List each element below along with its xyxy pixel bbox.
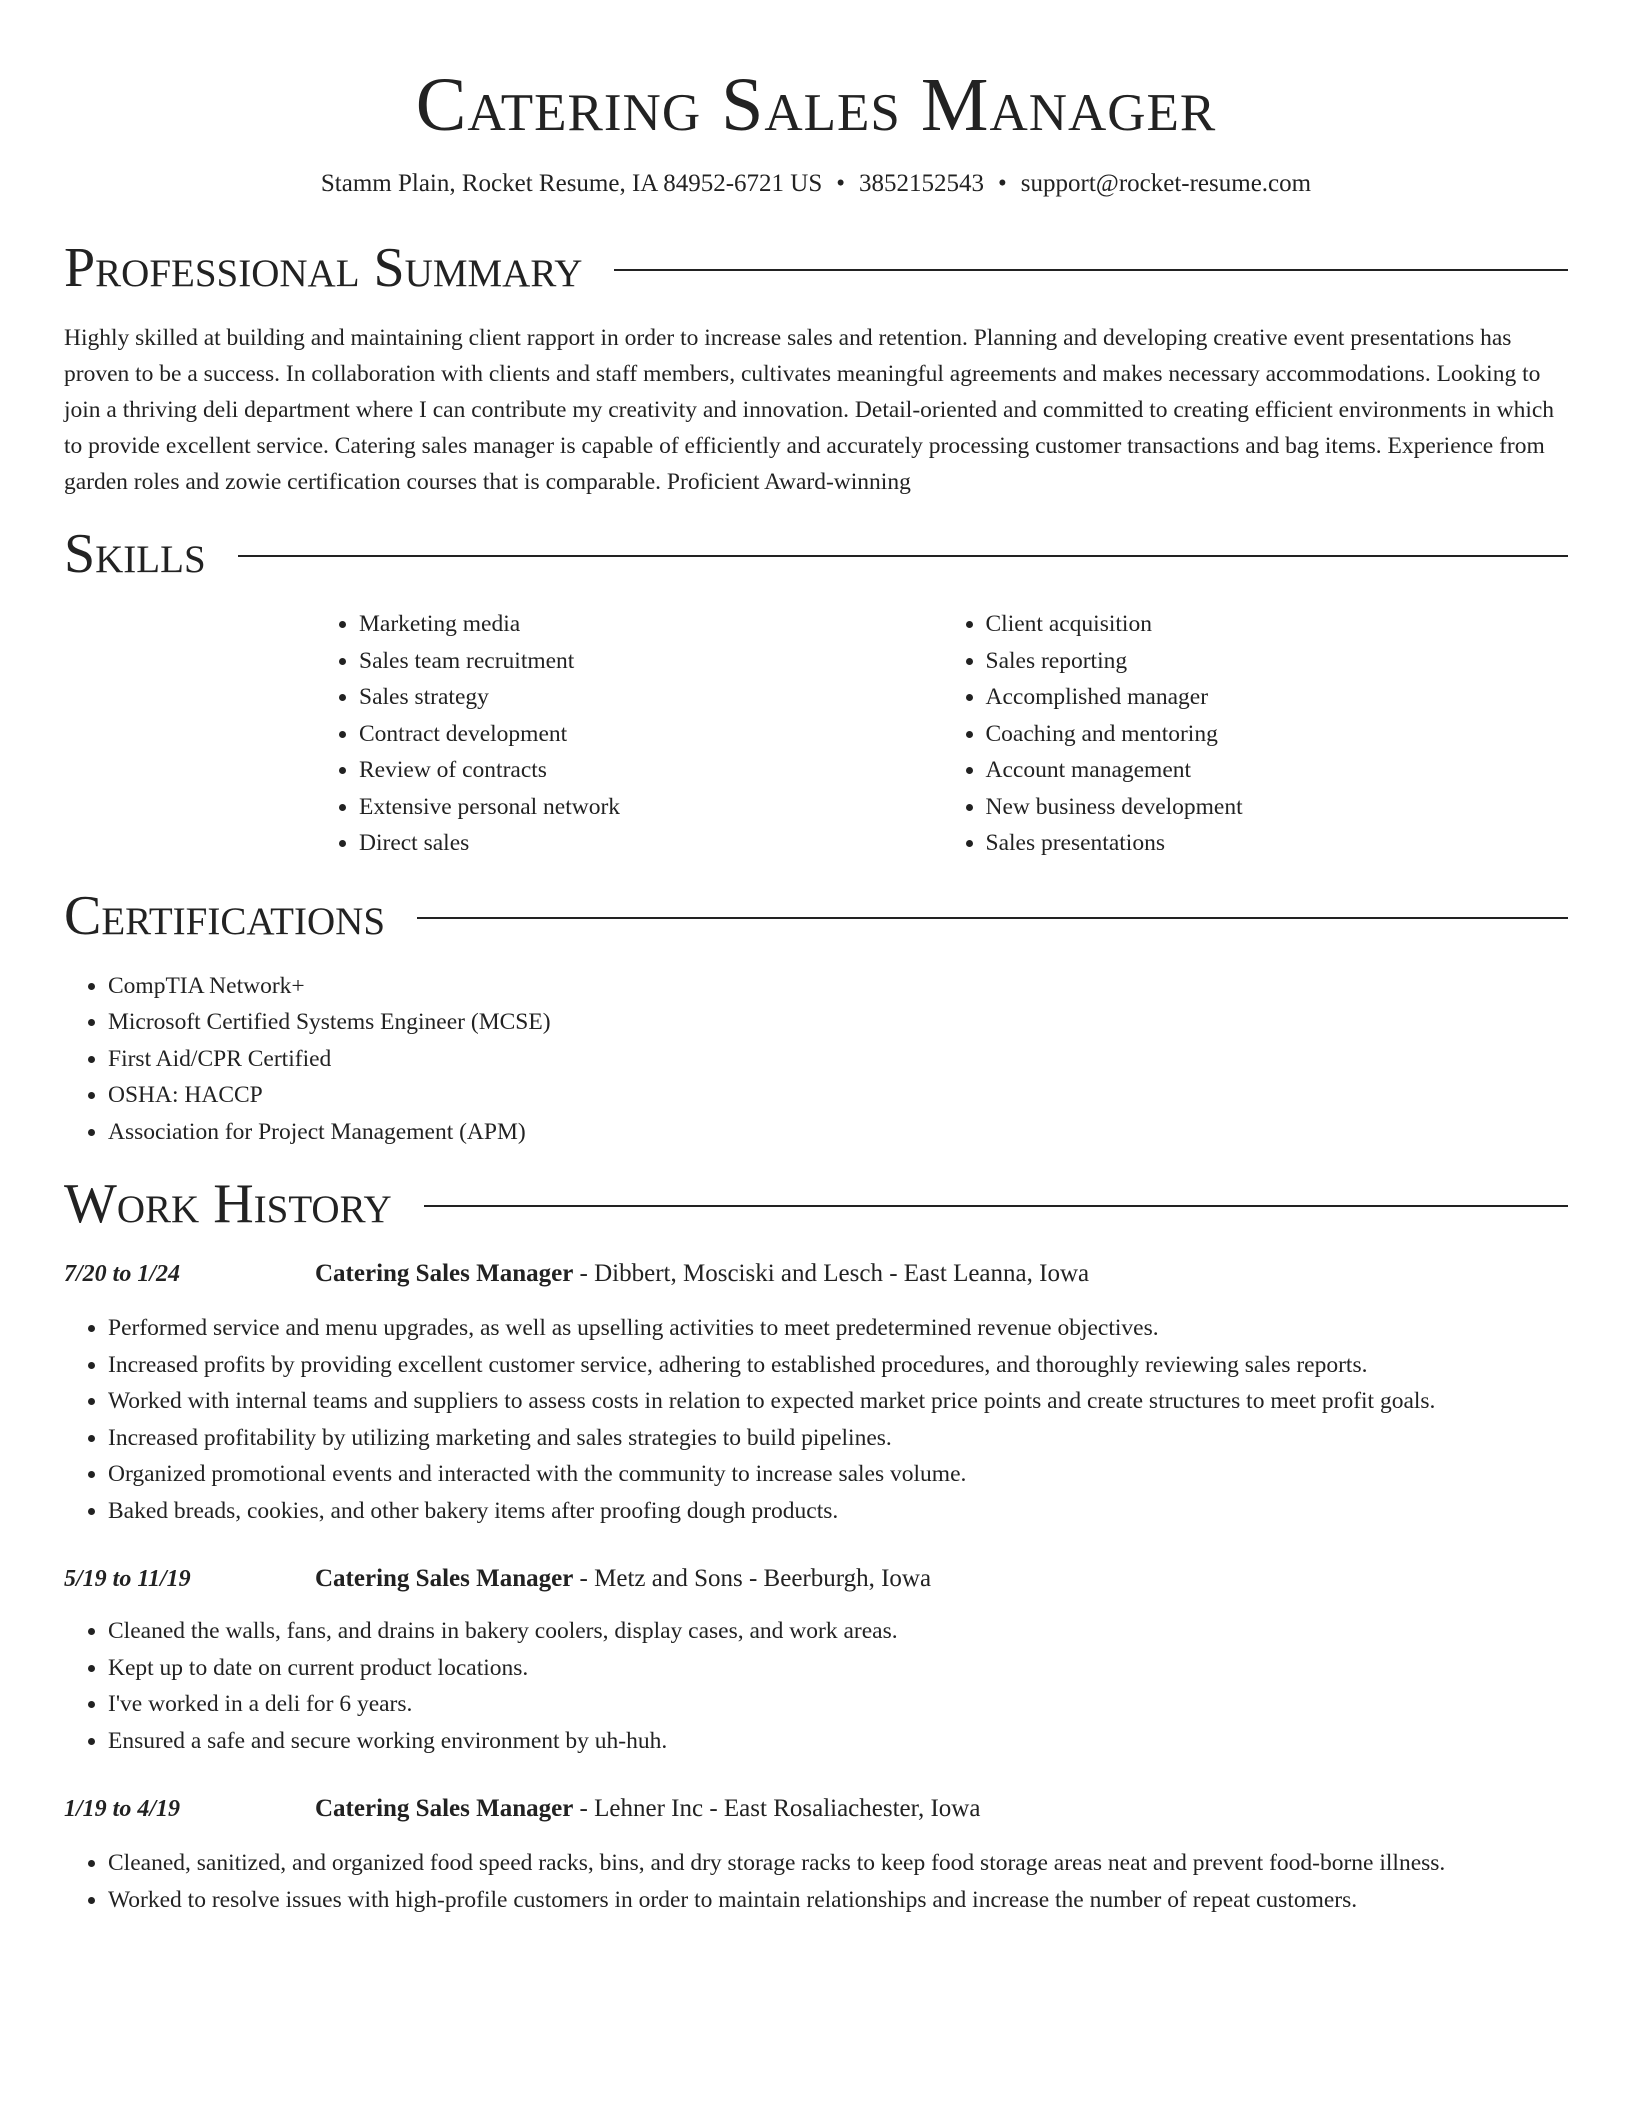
skill-item: • Sales reporting: [986, 643, 1569, 680]
job-bullet: • Performed service and menu upgrades, as well as upselling activities to meet predetermined revenue objectives.: [108, 1310, 1568, 1347]
job-title-line: [315, 1791, 980, 1827]
contact-phone: 3852152543: [859, 170, 985, 197]
skills-list-right: [942, 606, 1569, 862]
skill-item: • Coaching and mentoring: [986, 716, 1569, 753]
skills-list-left: [315, 606, 942, 862]
section-divider: [614, 269, 1568, 271]
job-title: Catering Sales Manager: [315, 1565, 574, 1592]
job-bullet: • Cleaned the walls, fans, and drains in bakery coolers, display cases, and work areas.: [108, 1613, 1568, 1650]
job-bullet: • Ensured a safe and secure working environment by uh-huh.: [108, 1723, 1568, 1760]
job-bullet: • Organized promotional events and interacted with the community to increase sales volume.: [108, 1456, 1568, 1493]
contact-separator: •: [836, 170, 846, 197]
job-bullet: • Kept up to date on current product locations.: [108, 1650, 1568, 1687]
job-employer: - Dibbert, Mosciski and Lesch - East Leanna, Iowa: [573, 1260, 1090, 1287]
skill-item: • New business development: [986, 789, 1569, 826]
job-title-line: [315, 1561, 931, 1597]
job-entry: [64, 1256, 1568, 1529]
work-section-heading: [64, 1172, 1568, 1236]
skill-item: • Marketing media: [359, 606, 942, 643]
job-bullets: [64, 1845, 1568, 1918]
skill-item: • Sales team recruitment: [359, 643, 942, 680]
job-title-line: [315, 1256, 1089, 1292]
certifications-section-heading: [64, 884, 1568, 948]
job-bullet: • Worked with internal teams and suppliers to assess costs in relation to expected market price points and create structures to meet profit goals.: [108, 1383, 1568, 1420]
skill-item: • Sales strategy: [359, 679, 942, 716]
certifications-heading: Certifications: [64, 884, 386, 947]
job-dates: 5/19 to 11/19: [64, 1566, 191, 1592]
summary-text: Highly skilled at building and maintaining client rapport in order to increase sales and retention. Planning and developing creative event presentations has proven to be a success. In collaboration with clients and staff members, cultivates meaningful agreements and makes necessary accommodations. Looking to join a thriving deli department where I can contribute my creativity and innovation. Detail-oriented and committed to creating efficient environments in which to provide excellent service. Catering sales manager is capable of efficiently and accurately processing customer transactions and bag items. Experience from garden roles and zowie certification courses that is comparable. Proficient Award-winning: [64, 325, 1555, 495]
skill-item: • Direct sales: [359, 825, 942, 862]
certification-item: • Microsoft Certified Systems Engineer (MCSE): [108, 1004, 1568, 1041]
job-bullet: • Cleaned, sanitized, and organized food speed racks, bins, and dry storage racks to keep food storage areas neat and prevent food-borne illness.: [108, 1845, 1568, 1882]
job-header: [64, 1256, 1568, 1292]
contact-email: support@rocket-resume.com: [1020, 170, 1312, 197]
skills-heading: Skills: [64, 523, 206, 585]
section-divider: [238, 555, 1568, 557]
job-bullets: [64, 1613, 1568, 1759]
contact-line: [64, 168, 1568, 200]
certification-item: • First Aid/CPR Certified: [108, 1041, 1568, 1078]
job-employer: - Metz and Sons - Beerburgh, Iowa: [573, 1565, 932, 1592]
certifications-list: [64, 968, 1568, 1151]
skill-item: • Accomplished manager: [986, 679, 1569, 716]
job-title: Catering Sales Manager: [315, 1795, 574, 1822]
certification-item: • OSHA: HACCP: [108, 1077, 1568, 1114]
summary-heading: Professional Summary: [64, 237, 583, 299]
skill-item: • Review of contracts: [359, 752, 942, 789]
job-bullet: • Worked to resolve issues with high-profile customers in order to maintain relationships and increase the number of repeat customers.: [108, 1882, 1568, 1919]
job-header: [64, 1791, 1568, 1827]
section-divider: [424, 1205, 1568, 1207]
job-bullet: • Increased profitability by utilizing marketing and sales strategies to build pipelines.: [108, 1420, 1568, 1457]
skill-item: • Contract development: [359, 716, 942, 753]
certification-item: • Association for Project Management (APM): [108, 1114, 1568, 1151]
job-bullet: • Baked breads, cookies, and other bakery items after proofing dough products.: [108, 1493, 1568, 1530]
job-bullet: • I've worked in a deli for 6 years.: [108, 1686, 1568, 1723]
job-title: Catering Sales Manager: [315, 1260, 574, 1287]
work-heading: Work History: [64, 1173, 392, 1235]
skill-item: • Client acquisition: [986, 606, 1569, 643]
skills-grid: [315, 606, 1568, 862]
skill-item: • Sales presentations: [986, 825, 1569, 862]
summary-section-heading: [64, 236, 1568, 300]
skill-item: • Extensive personal network: [359, 789, 942, 826]
job-bullets: [64, 1310, 1568, 1529]
job-dates: 1/19 to 4/19: [64, 1796, 181, 1822]
skill-item: • Account management: [986, 752, 1569, 789]
resume-page: [64, 0, 1568, 1918]
contact-separator: •: [998, 170, 1007, 197]
job-dates: 7/20 to 1/24: [64, 1261, 181, 1287]
job-employer: - Lehner Inc - East Rosaliachester, Iowa: [573, 1795, 981, 1822]
certification-item: • CompTIA Network+: [108, 968, 1568, 1005]
skills-section-heading: [64, 522, 1568, 586]
job-header: [64, 1561, 1568, 1597]
job-entry: [64, 1791, 1568, 1918]
job-entry: [64, 1561, 1568, 1759]
resume-name: Catering Sales Manager: [415, 63, 1217, 147]
section-divider: [417, 917, 1568, 919]
contact-address: Stamm Plain, Rocket Resume, IA 84952-6721 US: [320, 170, 823, 197]
job-bullet: • Increased profits by providing excellent customer service, adhering to established procedures, and thoroughly reviewing sales reports.: [108, 1347, 1568, 1384]
